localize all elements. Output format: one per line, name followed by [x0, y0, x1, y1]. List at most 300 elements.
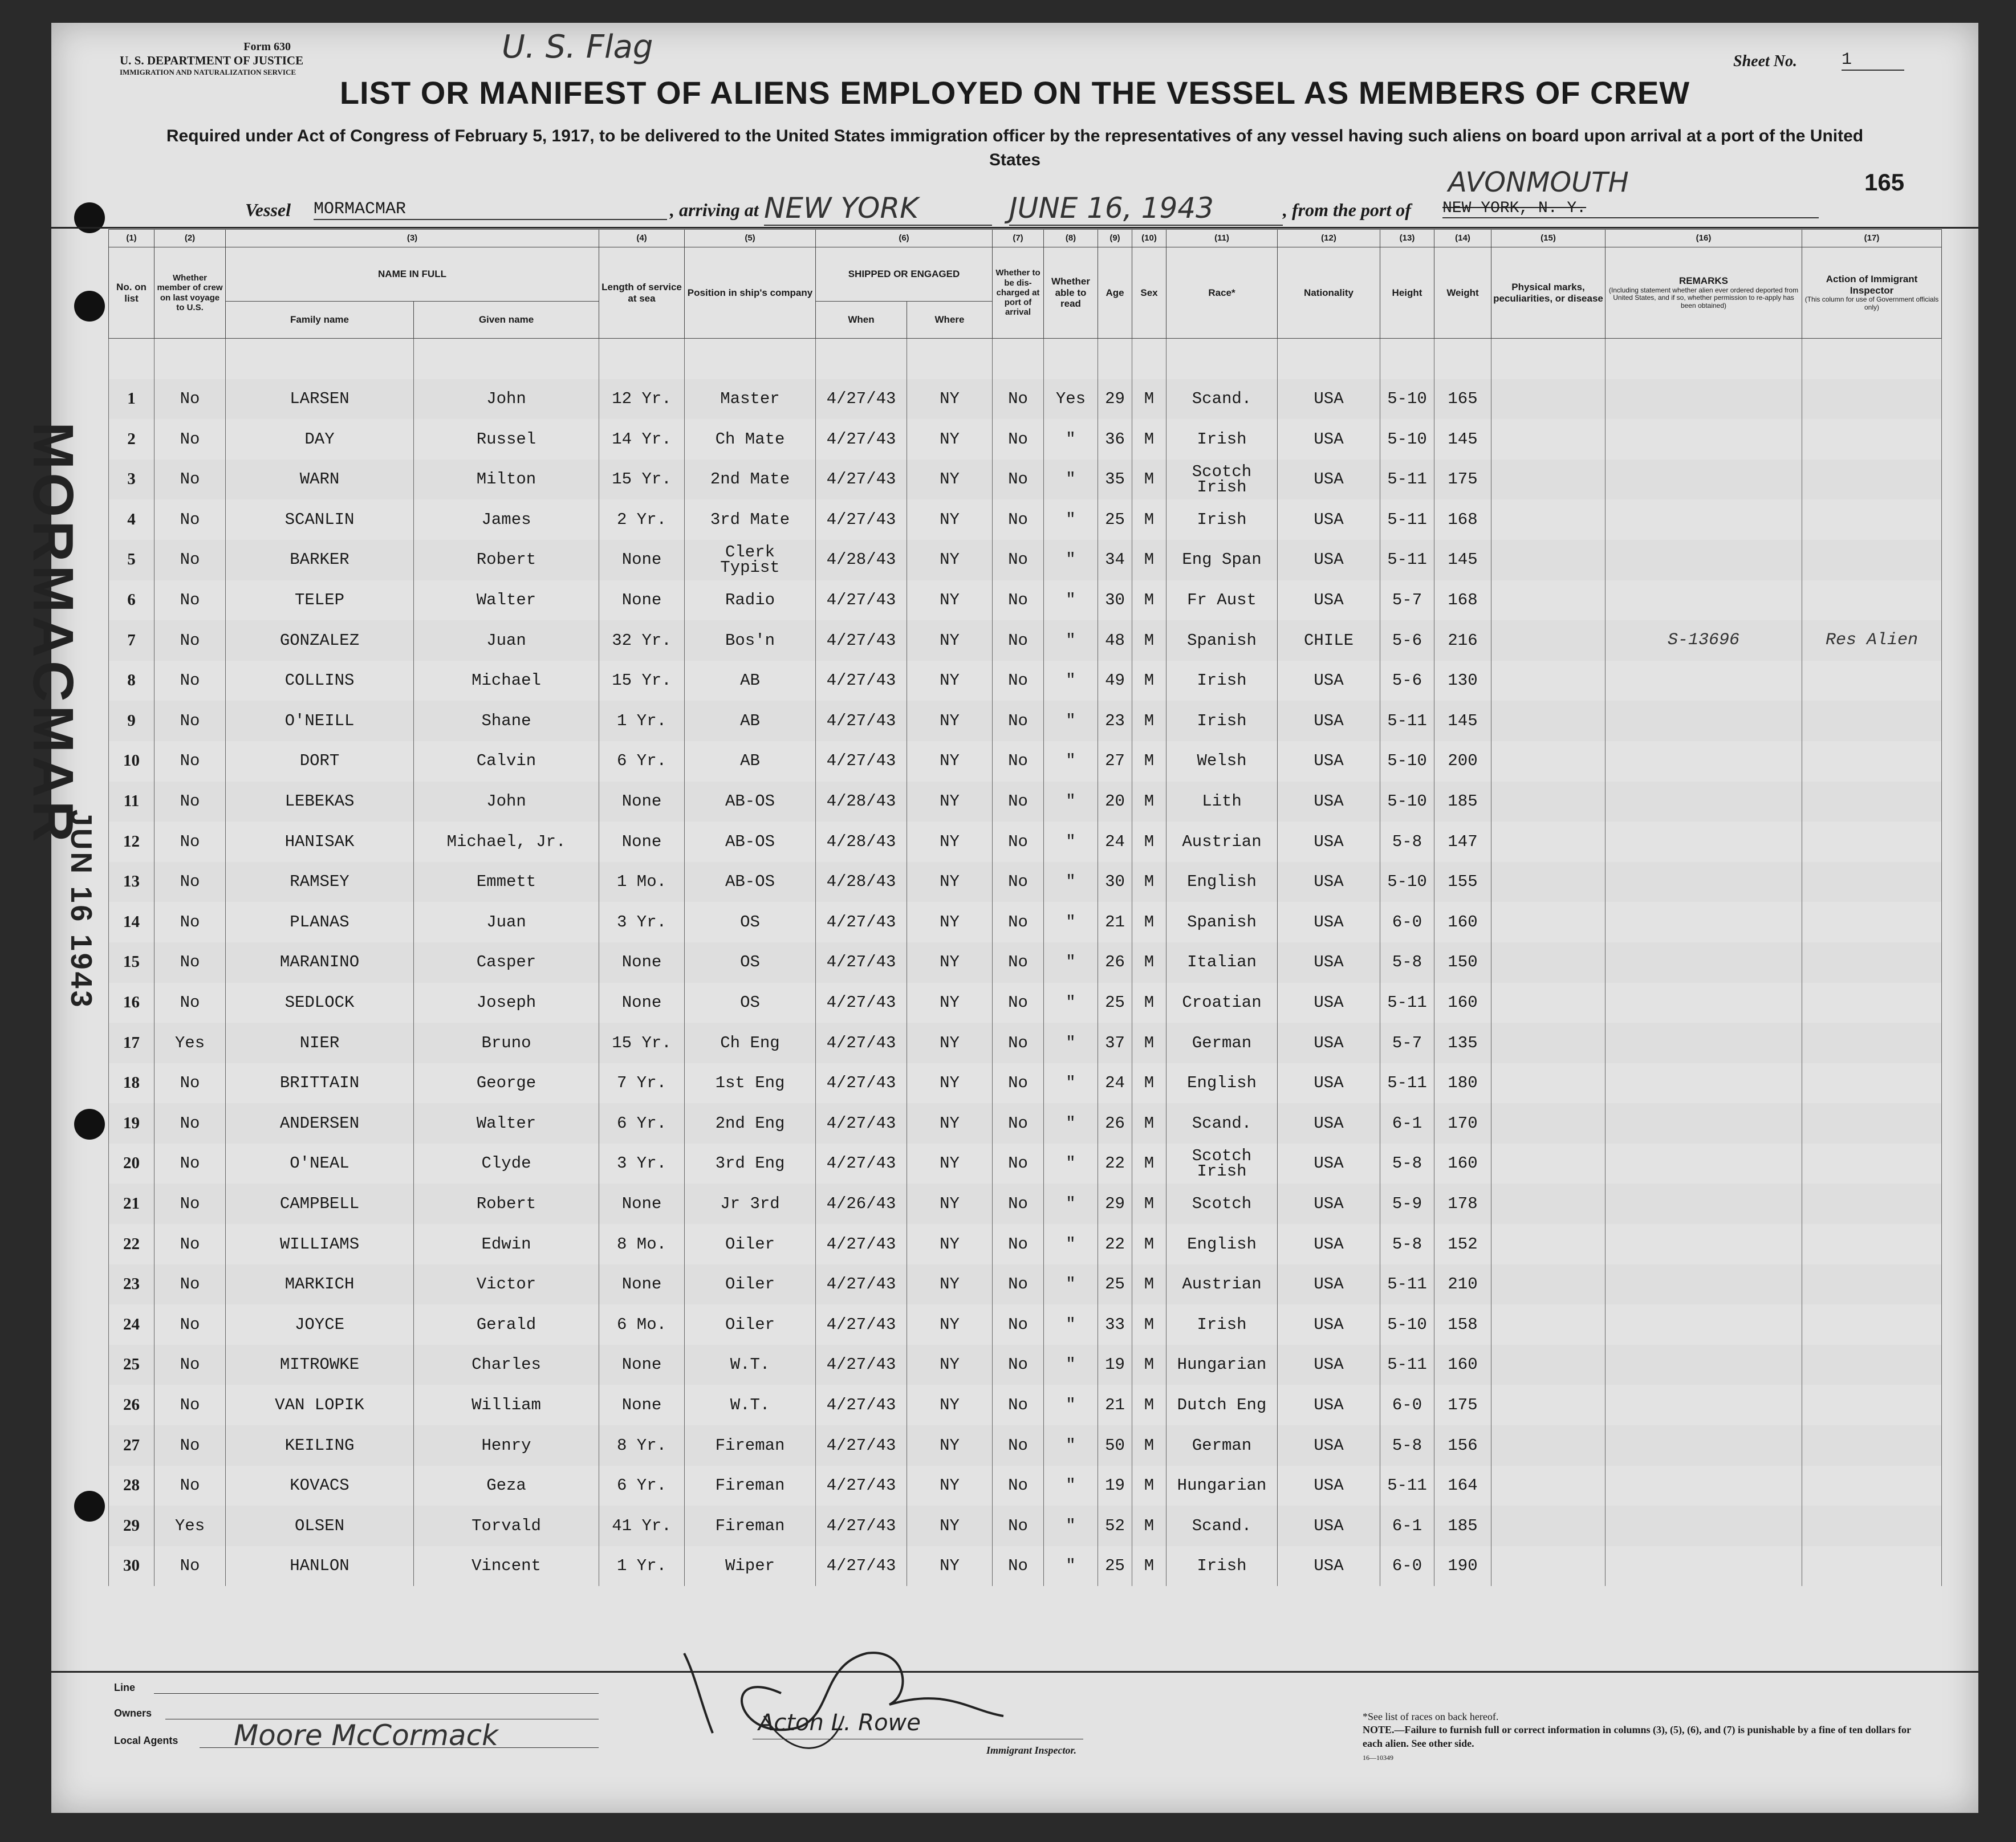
shipped-when-cell: 4/27/43	[816, 1506, 907, 1546]
able-to-read-cell: "	[1044, 499, 1098, 540]
race-cell: Scotch	[1166, 1184, 1278, 1224]
nationality-cell: USA	[1278, 701, 1380, 741]
age-cell: 29	[1098, 1184, 1132, 1224]
service-length-cell: 1 Yr.	[599, 1546, 685, 1587]
row-number: 13	[109, 862, 155, 902]
last-voyage-cell: No	[155, 862, 226, 902]
shipped-when-cell: 4/27/43	[816, 499, 907, 540]
able-to-read-cell: "	[1044, 1466, 1098, 1506]
shipped-where-cell: NY	[907, 419, 993, 460]
row-number: 19	[109, 1103, 155, 1144]
sex-cell: M	[1132, 902, 1166, 942]
remarks-cell	[1606, 1466, 1802, 1506]
shipped-where-cell: NY	[907, 661, 993, 701]
nationality-cell: USA	[1278, 580, 1380, 621]
able-to-read-cell: "	[1044, 1063, 1098, 1104]
service-length-cell: 6 Yr.	[599, 1103, 685, 1144]
family-name-cell: ANDERSEN	[226, 1103, 414, 1144]
service-length-cell: None	[599, 782, 685, 822]
physical-marks-cell	[1491, 499, 1606, 540]
service-length-cell: 15 Yr.	[599, 460, 685, 500]
crew-row	[109, 902, 1942, 942]
service-length-cell: 8 Mo.	[599, 1224, 685, 1264]
remarks-cell	[1606, 741, 1802, 782]
height-cell: 5-11	[1380, 1345, 1434, 1385]
races-note: *See list of races on back hereof.	[1363, 1711, 1499, 1722]
able-to-read-cell: "	[1044, 620, 1098, 661]
nationality-cell: USA	[1278, 1466, 1380, 1506]
remarks-cell	[1606, 1144, 1802, 1184]
family-name-cell: TELEP	[226, 580, 414, 621]
age-cell: 22	[1098, 1224, 1132, 1264]
col-number: (8)	[1044, 230, 1098, 247]
able-to-read-cell: "	[1044, 1345, 1098, 1385]
race-cell: Italian	[1166, 942, 1278, 983]
discharged-cell: No	[993, 1546, 1044, 1587]
service-length-cell: 6 Yr.	[599, 1466, 685, 1506]
local-agents-value: Moore McCormack	[234, 1719, 499, 1752]
age-cell: 19	[1098, 1345, 1132, 1385]
last-voyage-cell: No	[155, 540, 226, 580]
row-number: 12	[109, 822, 155, 862]
given-name-cell: Joseph	[414, 983, 599, 1023]
service-length-cell: None	[599, 822, 685, 862]
service-length-cell: 6 Mo.	[599, 1304, 685, 1345]
family-name-cell: KOVACS	[226, 1466, 414, 1506]
weight-cell: 155	[1434, 862, 1491, 902]
remarks-cell	[1606, 540, 1802, 580]
remarks-cell	[1606, 983, 1802, 1023]
remarks-cell	[1606, 460, 1802, 500]
shipped-where-cell: NY	[907, 1063, 993, 1104]
physical-marks-cell	[1491, 379, 1606, 420]
shipped-when-cell: 4/27/43	[816, 701, 907, 741]
height-cell: 5-8	[1380, 1425, 1434, 1466]
col-number: (17)	[1802, 230, 1942, 247]
able-to-read-cell: "	[1044, 822, 1098, 862]
shipped-when-cell: 4/28/43	[816, 862, 907, 902]
nationality-cell: USA	[1278, 1345, 1380, 1385]
race-cell: Irish	[1166, 419, 1278, 460]
weight-cell: 158	[1434, 1304, 1491, 1345]
height-cell: 5-8	[1380, 822, 1434, 862]
service-length-cell: 6 Yr.	[599, 741, 685, 782]
race-cell: Irish	[1166, 1546, 1278, 1587]
able-to-read-cell: "	[1044, 1264, 1098, 1305]
remarks-cell	[1606, 1063, 1802, 1104]
sex-cell: M	[1132, 661, 1166, 701]
position-cell: AB	[685, 661, 816, 701]
col-number: (16)	[1606, 230, 1802, 247]
crew-row	[109, 1546, 1942, 1587]
discharged-cell: No	[993, 741, 1044, 782]
action-cell	[1802, 782, 1942, 822]
remarks-cell	[1606, 1385, 1802, 1425]
family-name-cell: SCANLIN	[226, 499, 414, 540]
able-to-read-cell: "	[1044, 1224, 1098, 1264]
vessel-name: MORMACMAR	[314, 200, 667, 220]
given-name-cell: Edwin	[414, 1224, 599, 1264]
vessel-label: Vessel	[245, 200, 291, 220]
col-number: (9)	[1098, 230, 1132, 247]
weight-cell: 145	[1434, 540, 1491, 580]
physical-marks-cell	[1491, 701, 1606, 741]
height-cell: 5-6	[1380, 620, 1434, 661]
position-cell: Oiler	[685, 1224, 816, 1264]
header-physical-marks: Physical marks, peculiarities, or disease	[1491, 247, 1606, 339]
header-no-on-list: No. on list	[109, 247, 155, 339]
crew-row	[109, 983, 1942, 1023]
remarks-cell	[1606, 379, 1802, 420]
weight-cell: 190	[1434, 1546, 1491, 1587]
action-cell	[1802, 460, 1942, 500]
service-length-cell: None	[599, 983, 685, 1023]
shipped-when-cell: 4/27/43	[816, 1144, 907, 1184]
shipped-where-cell: NY	[907, 822, 993, 862]
crew-row	[109, 1063, 1942, 1104]
age-cell: 30	[1098, 862, 1132, 902]
height-cell: 6-0	[1380, 1385, 1434, 1425]
col-number: (11)	[1166, 230, 1278, 247]
shipped-where-cell: NY	[907, 540, 993, 580]
row-number: 6	[109, 580, 155, 621]
vessel-stamp: MORMACMAR	[21, 422, 85, 845]
discharged-cell: No	[993, 1264, 1044, 1305]
shipped-when-cell: 4/27/43	[816, 1345, 907, 1385]
service-length-cell: None	[599, 540, 685, 580]
sex-cell: M	[1132, 983, 1166, 1023]
nationality-cell: USA	[1278, 862, 1380, 902]
header-action	[1802, 247, 1942, 339]
shipped-when-cell: 4/27/43	[816, 460, 907, 500]
position-cell: Clerk Typist	[685, 540, 816, 580]
row-number: 25	[109, 1345, 155, 1385]
discharged-cell: No	[993, 540, 1044, 580]
able-to-read-cell: "	[1044, 460, 1098, 500]
able-to-read-cell: "	[1044, 862, 1098, 902]
position-cell: OS	[685, 983, 816, 1023]
position-cell: Ch Mate	[685, 419, 816, 460]
weight-cell: 180	[1434, 1063, 1491, 1104]
race-cell: Irish	[1166, 499, 1278, 540]
shipped-where-cell: NY	[907, 1546, 993, 1587]
discharged-cell: No	[993, 1345, 1044, 1385]
age-cell: 52	[1098, 1506, 1132, 1546]
given-name-cell: Robert	[414, 540, 599, 580]
physical-marks-cell	[1491, 580, 1606, 621]
shipped-when-cell: 4/27/43	[816, 983, 907, 1023]
physical-marks-cell	[1491, 1345, 1606, 1385]
crew-row	[109, 499, 1942, 540]
header-length-service: Length of service at sea	[599, 247, 685, 339]
shipped-where-cell: NY	[907, 902, 993, 942]
nationality-cell: USA	[1278, 782, 1380, 822]
age-cell: 25	[1098, 499, 1132, 540]
weight-cell: 160	[1434, 902, 1491, 942]
family-name-cell: KEILING	[226, 1425, 414, 1466]
service-length-cell: 8 Yr.	[599, 1425, 685, 1466]
age-cell: 35	[1098, 460, 1132, 500]
crew-row	[109, 1224, 1942, 1264]
weight-cell: 165	[1434, 379, 1491, 420]
discharged-cell: No	[993, 1103, 1044, 1144]
physical-marks-cell	[1491, 782, 1606, 822]
given-name-cell: John	[414, 782, 599, 822]
header-when: When	[816, 302, 907, 339]
crew-row	[109, 942, 1942, 983]
discharged-cell: No	[993, 782, 1044, 822]
last-voyage-cell: No	[155, 983, 226, 1023]
sex-cell: M	[1132, 1345, 1166, 1385]
physical-marks-cell	[1491, 862, 1606, 902]
row-number: 8	[109, 661, 155, 701]
position-cell: 2nd Eng	[685, 1103, 816, 1144]
race-cell: English	[1166, 1224, 1278, 1264]
physical-marks-cell	[1491, 1425, 1606, 1466]
family-name-cell: BARKER	[226, 540, 414, 580]
last-voyage-cell: No	[155, 822, 226, 862]
height-cell: 5-10	[1380, 1304, 1434, 1345]
crew-row	[109, 862, 1942, 902]
shipped-when-cell: 4/27/43	[816, 741, 907, 782]
action-cell	[1802, 1345, 1942, 1385]
row-number: 2	[109, 419, 155, 460]
family-name-cell: O'NEAL	[226, 1144, 414, 1184]
nationality-cell: USA	[1278, 942, 1380, 983]
row-number: 15	[109, 942, 155, 983]
discharged-cell: No	[993, 499, 1044, 540]
local-agents-label: Local Agents	[114, 1735, 178, 1746]
given-name-cell: Juan	[414, 620, 599, 661]
sex-cell: M	[1132, 1184, 1166, 1224]
crew-row	[109, 1103, 1942, 1144]
age-cell: 49	[1098, 661, 1132, 701]
shipped-where-cell: NY	[907, 379, 993, 420]
age-cell: 22	[1098, 1144, 1132, 1184]
race-cell: Lith	[1166, 782, 1278, 822]
sex-cell: M	[1132, 1466, 1166, 1506]
line-underline	[154, 1693, 599, 1694]
race-cell: Spanish	[1166, 620, 1278, 661]
shipped-when-cell: 4/27/43	[816, 1224, 907, 1264]
able-to-read-cell: "	[1044, 902, 1098, 942]
shipped-where-cell: NY	[907, 741, 993, 782]
given-name-cell: Milton	[414, 460, 599, 500]
given-name-cell: William	[414, 1385, 599, 1425]
family-name-cell: BRITTAIN	[226, 1063, 414, 1104]
remarks-title: REMARKS	[1679, 275, 1728, 287]
family-name-cell: MITROWKE	[226, 1345, 414, 1385]
family-name-cell: LARSEN	[226, 379, 414, 420]
row-number: 30	[109, 1546, 155, 1587]
shipped-where-cell: NY	[907, 782, 993, 822]
nationality-cell: USA	[1278, 1264, 1380, 1305]
shipped-when-cell: 4/27/43	[816, 1304, 907, 1345]
family-name-cell: MARANINO	[226, 942, 414, 983]
action-cell	[1802, 1304, 1942, 1345]
race-cell: Welsh	[1166, 741, 1278, 782]
shipped-where-cell: NY	[907, 1385, 993, 1425]
service-length-cell: 2 Yr.	[599, 499, 685, 540]
crew-row	[109, 1144, 1942, 1184]
weight-cell: 175	[1434, 460, 1491, 500]
row-number: 18	[109, 1063, 155, 1104]
action-cell	[1802, 862, 1942, 902]
action-cell	[1802, 1506, 1942, 1546]
weight-cell: 200	[1434, 741, 1491, 782]
last-voyage-cell: No	[155, 741, 226, 782]
row-number: 22	[109, 1224, 155, 1264]
nationality-cell: USA	[1278, 1385, 1380, 1425]
family-name-cell: O'NEILL	[226, 701, 414, 741]
position-cell: 2nd Mate	[685, 460, 816, 500]
position-cell: Fireman	[685, 1506, 816, 1546]
crew-row	[109, 1506, 1942, 1546]
print-code: 16—10349	[1363, 1754, 1393, 1762]
inspector-label: Immigrant Inspector.	[986, 1745, 1077, 1756]
row-number: 24	[109, 1304, 155, 1345]
action-cell	[1802, 983, 1942, 1023]
given-name-cell: George	[414, 1063, 599, 1104]
line-label: Line	[114, 1682, 136, 1693]
discharged-cell: No	[993, 580, 1044, 621]
crew-row	[109, 1466, 1942, 1506]
physical-marks-cell	[1491, 661, 1606, 701]
remarks-cell	[1606, 1224, 1802, 1264]
footnotes	[1363, 1710, 1933, 1763]
sex-cell: M	[1132, 782, 1166, 822]
shipped-when-cell: 4/27/43	[816, 580, 907, 621]
shipped-when-cell: 4/28/43	[816, 782, 907, 822]
column-number-row	[109, 230, 1942, 247]
nationality-cell: USA	[1278, 1063, 1380, 1104]
discharged-cell: No	[993, 1023, 1044, 1063]
age-cell: 48	[1098, 620, 1132, 661]
weight-cell: 130	[1434, 661, 1491, 701]
discharged-cell: No	[993, 460, 1044, 500]
family-name-cell: JOYCE	[226, 1304, 414, 1345]
remarks-cell	[1606, 419, 1802, 460]
sheet-number-label: Sheet No.	[1733, 52, 1797, 70]
crew-row	[109, 1385, 1942, 1425]
crew-row	[109, 580, 1942, 621]
from-port-label: , from the port of	[1283, 200, 1411, 220]
col-number: (6)	[816, 230, 993, 247]
row-number: 29	[109, 1506, 155, 1546]
header-name-in-full: NAME IN FULL	[226, 247, 599, 302]
given-name-cell: Walter	[414, 580, 599, 621]
age-cell: 33	[1098, 1304, 1132, 1345]
nationality-cell: USA	[1278, 1506, 1380, 1546]
last-voyage-cell: No	[155, 1184, 226, 1224]
given-name-cell: Emmett	[414, 862, 599, 902]
height-cell: 6-0	[1380, 902, 1434, 942]
height-cell: 5-10	[1380, 419, 1434, 460]
family-name-cell: VAN LOPIK	[226, 1385, 414, 1425]
action-cell	[1802, 499, 1942, 540]
flag-note: U. S. Flag	[502, 29, 653, 66]
owners-label: Owners	[114, 1707, 152, 1719]
shipped-where-cell: NY	[907, 1023, 993, 1063]
able-to-read-cell: "	[1044, 419, 1098, 460]
remarks-cell	[1606, 902, 1802, 942]
able-to-read-cell: "	[1044, 1304, 1098, 1345]
nationality-cell: USA	[1278, 379, 1380, 420]
remarks-cell	[1606, 580, 1802, 621]
age-cell: 25	[1098, 1546, 1132, 1587]
race-cell: Hungarian	[1166, 1466, 1278, 1506]
remarks-cell	[1606, 942, 1802, 983]
row-number: 21	[109, 1184, 155, 1224]
height-cell: 5-11	[1380, 701, 1434, 741]
age-cell: 24	[1098, 1063, 1132, 1104]
physical-marks-cell	[1491, 1023, 1606, 1063]
physical-marks-cell	[1491, 1264, 1606, 1305]
weight-cell: 135	[1434, 1023, 1491, 1063]
action-cell	[1802, 741, 1942, 782]
height-cell: 5-6	[1380, 661, 1434, 701]
race-cell: Scand.	[1166, 1506, 1278, 1546]
row-number: 3	[109, 460, 155, 500]
remarks-cell	[1606, 499, 1802, 540]
able-to-read-cell: "	[1044, 580, 1098, 621]
sex-cell: M	[1132, 1385, 1166, 1425]
last-voyage-cell: No	[155, 902, 226, 942]
family-name-cell: CAMPBELL	[226, 1184, 414, 1224]
given-name-cell: James	[414, 499, 599, 540]
position-cell: W.T.	[685, 1345, 816, 1385]
last-voyage-cell: No	[155, 379, 226, 420]
position-cell: Oiler	[685, 1264, 816, 1305]
service-length-cell: 3 Yr.	[599, 1144, 685, 1184]
sex-cell: M	[1132, 419, 1166, 460]
column-header-row	[109, 247, 1942, 302]
remarks-cell	[1606, 1184, 1802, 1224]
sex-cell: M	[1132, 1144, 1166, 1184]
height-cell: 5-7	[1380, 1023, 1434, 1063]
physical-marks-cell	[1491, 942, 1606, 983]
action-title: Action of Immigrant Inspector	[1826, 274, 1918, 296]
service-length-cell: None	[599, 1264, 685, 1305]
able-to-read-cell: "	[1044, 1385, 1098, 1425]
nationality-cell: USA	[1278, 1546, 1380, 1587]
shipped-where-cell: NY	[907, 1506, 993, 1546]
physical-marks-cell	[1491, 822, 1606, 862]
shipped-when-cell: 4/27/43	[816, 902, 907, 942]
action-cell	[1802, 540, 1942, 580]
last-voyage-cell: No	[155, 661, 226, 701]
service-length-cell: None	[599, 1184, 685, 1224]
action-cell	[1802, 902, 1942, 942]
age-cell: 25	[1098, 983, 1132, 1023]
shipped-where-cell: NY	[907, 701, 993, 741]
header-race: Race*	[1166, 247, 1278, 339]
last-voyage-cell: No	[155, 701, 226, 741]
penalty-note: NOTE.—Failure to furnish full or correct information in columns (3), (5), (6), and (7) is punishable by a fine of ten dollars for each alien. See other side.	[1363, 1724, 1911, 1749]
given-name-cell: Gerald	[414, 1304, 599, 1345]
action-cell	[1802, 1023, 1942, 1063]
shipped-where-cell: NY	[907, 460, 993, 500]
action-cell	[1802, 1546, 1942, 1587]
weight-cell: 164	[1434, 1466, 1491, 1506]
col-number: (10)	[1132, 230, 1166, 247]
age-cell: 37	[1098, 1023, 1132, 1063]
page-number: 165	[1864, 169, 1905, 196]
header-age: Age	[1098, 247, 1132, 339]
nationality-cell: USA	[1278, 419, 1380, 460]
col-number: (3)	[226, 230, 599, 247]
able-to-read-cell: "	[1044, 1425, 1098, 1466]
